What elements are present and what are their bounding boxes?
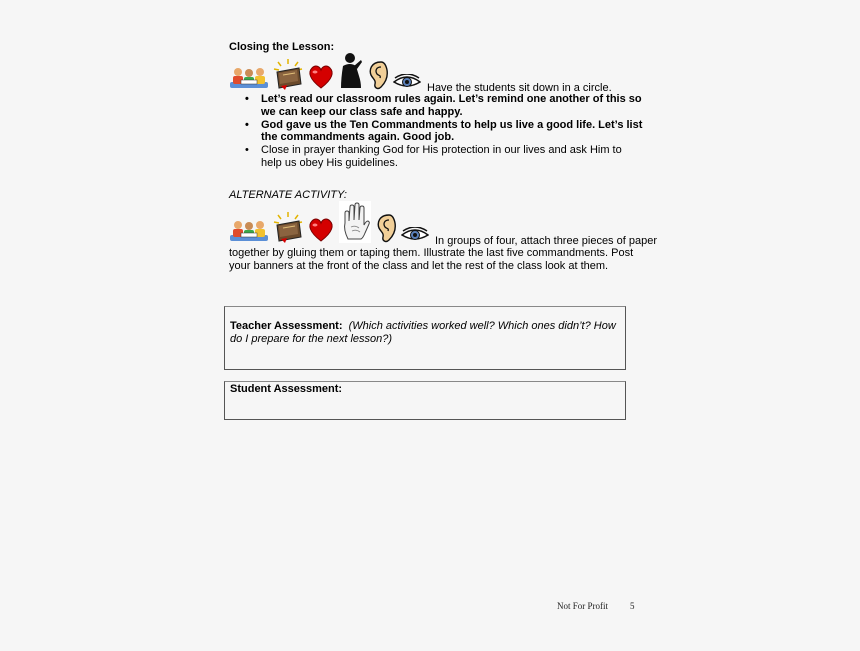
- page-footer: [557, 601, 635, 609]
- student-assessment-label: Student Assessment:: [230, 383, 343, 395]
- alternate-instructions-continued: together by gluing them or taping them. Illustrate the last five commandments. Post your banners at the front of the class and let the rest of the class look at them.: [229, 247, 634, 272]
- eye-icon: [393, 74, 421, 95]
- teacher-assessment-box: [224, 306, 626, 370]
- alternate-instruction: In groups of four, attach three pieces of paper: [435, 235, 657, 247]
- people-reading-icon: [229, 217, 269, 248]
- teacher-assessment-label: Teacher Assessment:: [230, 320, 343, 332]
- closing-icon-row: [229, 52, 612, 95]
- closing-bullet-list: [243, 93, 643, 170]
- closing-instruction: Have the students sit down in a circle.: [427, 82, 612, 94]
- ear-icon: [375, 213, 397, 248]
- book-icon: [273, 58, 303, 95]
- book-icon: [273, 211, 303, 248]
- page-number: 5: [630, 601, 635, 609]
- closing-heading: Closing the Lesson:: [229, 41, 335, 53]
- people-reading-icon: [229, 64, 269, 95]
- bullet-item: • God gave us the Ten Commandments to help us live a good life. Let’s list the commandments again. Good job.: [243, 119, 643, 144]
- heart-icon: [307, 217, 335, 248]
- ear-icon: [367, 60, 389, 95]
- bullet-item: • Close in prayer thanking God for His protection in our lives and ask Him to help us obey His guidelines.: [243, 144, 643, 169]
- footer-text: Not For Profit: [557, 601, 609, 609]
- praying-figure-icon: [339, 52, 363, 95]
- alternate-activity-title: ALTERNATE ACTIVITY:: [229, 189, 347, 201]
- teacher-assessment-text: [230, 320, 622, 345]
- eye-icon: [401, 227, 429, 248]
- hand-icon: [339, 201, 371, 248]
- teacher-assessment-prompt: (Which activities worked well? Which ones didn’t? How do I prepare for the next lesson?): [230, 320, 616, 345]
- bullet-item: • Let’s read our classroom rules again. Let’s remind one another of this so we can keep our class safe and happy.: [243, 93, 643, 118]
- alternate-icon-row: [229, 201, 657, 248]
- student-assessment-box: [224, 381, 626, 420]
- heart-icon: [307, 64, 335, 95]
